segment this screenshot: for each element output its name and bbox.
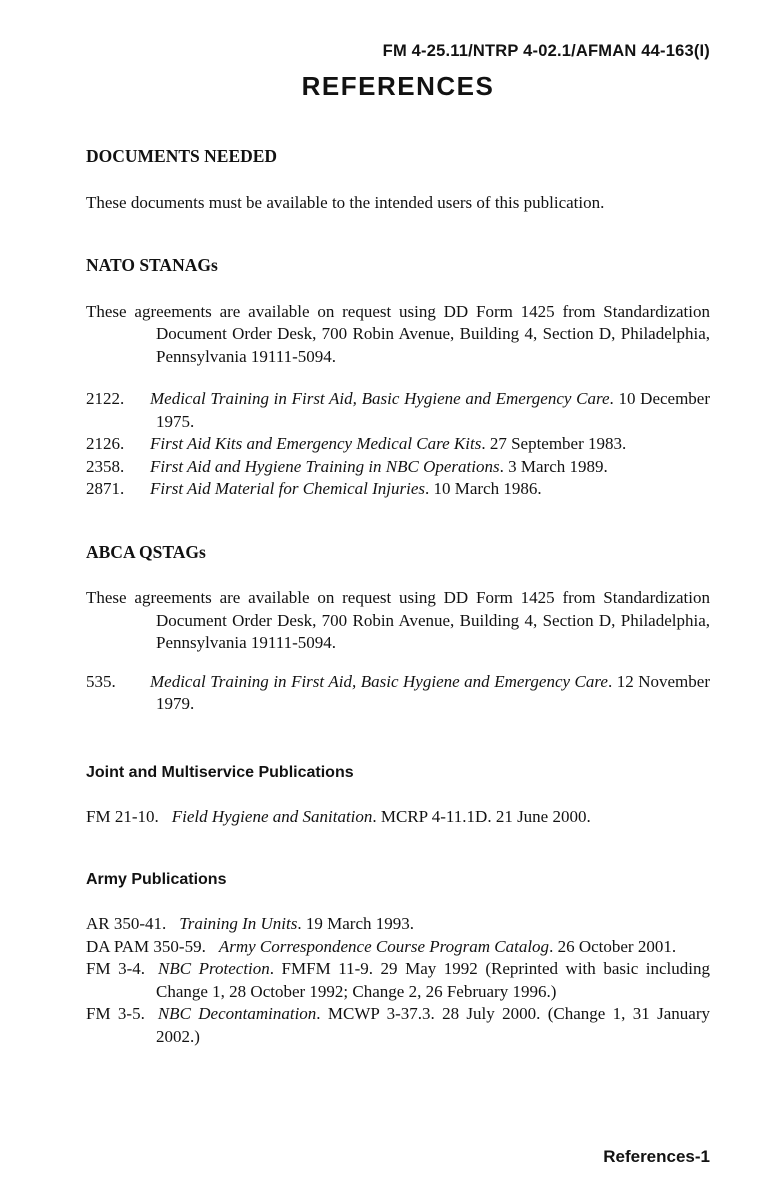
entry-detail: . FMFM 11-9. 29 May 1992 (Reprinted with basic including Change 1, 28 October 1992; Change 2, 26 February 1996.) bbox=[156, 959, 710, 1001]
section-army-publications bbox=[86, 869, 710, 1049]
entry-detail: . MCRP 4-11.1D. 21 June 2000. bbox=[372, 807, 591, 826]
page-number-footer: References-1 bbox=[603, 1147, 710, 1166]
reference-entry bbox=[86, 671, 710, 716]
reference-entry bbox=[86, 456, 710, 479]
section-heading-abca-qstags: ABCA QSTAGs bbox=[86, 541, 206, 562]
reference-entry bbox=[86, 478, 710, 501]
section-heading-nato-stanags: NATO STANAGs bbox=[86, 255, 218, 275]
reference-entry bbox=[86, 936, 710, 959]
abca-entry-list bbox=[86, 671, 710, 716]
army-entry-list bbox=[86, 913, 710, 1048]
entry-title: Field Hygiene and Sanitation bbox=[171, 807, 373, 826]
entry-title: First Aid Material for Chemical Injuries bbox=[150, 479, 425, 498]
document-id-header: FM 4-25.11/NTRP 4-02.1/AFMAN 44-163(I) bbox=[382, 42, 710, 60]
entry-number: 2871. bbox=[86, 479, 125, 498]
entry-title: NBC Protection bbox=[158, 959, 270, 978]
reference-entry bbox=[86, 433, 710, 456]
abca-intro-text: These agreements are available on request using DD Form 1425 from Standardization Document Order Desk, 700 Robin Avenue, Building 4, Section D, Philadelphia, Pennsylvania 19111-5094. bbox=[86, 588, 710, 652]
entry-detail: . 3 March 1989. bbox=[499, 456, 608, 476]
documents-needed-text: These documents must be available to the intended users of this publication. bbox=[86, 192, 605, 212]
entry-detail: . 19 March 1993. bbox=[297, 914, 414, 933]
entry-title: Medical Training in First Aid, Basic Hygiene and Emergency Care bbox=[150, 671, 608, 691]
section-joint-multiservice bbox=[86, 762, 710, 829]
entry-number: 2126. bbox=[86, 434, 125, 453]
section-heading-documents-needed: DOCUMENTS NEEDED bbox=[86, 146, 278, 166]
entry-detail: . 26 October 2001. bbox=[549, 936, 677, 956]
entry-title: Training In Units bbox=[179, 914, 298, 933]
entry-title: Army Correspondence Course Program Catalog bbox=[218, 936, 550, 956]
entry-number: 2358. bbox=[86, 456, 125, 476]
entry-number: DA PAM 350-59. bbox=[86, 936, 206, 956]
reference-entry bbox=[86, 958, 710, 1003]
section-nato-stanags bbox=[86, 254, 710, 501]
entry-detail: . 27 September 1983. bbox=[481, 434, 627, 453]
section-abca-qstags bbox=[86, 541, 710, 716]
entry-detail: . MCWP 3-37.3. 28 July 2000. (Change 1, 31 January 2002.) bbox=[156, 1004, 710, 1046]
entry-detail: . 10 March 1986. bbox=[424, 479, 542, 498]
reference-entry bbox=[86, 913, 710, 936]
section-heading-army-publications: Army Publications bbox=[86, 870, 227, 888]
reference-entry bbox=[86, 1003, 710, 1048]
nato-intro-text: These agreements are available on request using DD Form 1425 from Standardization Document Order Desk, 700 Robin Avenue, Building 4, Section D, Philadelphia, Pennsylvania 19111-5094. bbox=[86, 301, 710, 366]
entry-number: FM 21-10. bbox=[86, 807, 159, 826]
entry-number: 2122. bbox=[86, 389, 125, 408]
entry-title: First Aid Kits and Emergency Medical Care Kits bbox=[150, 434, 482, 453]
entry-number: 535. bbox=[86, 671, 116, 691]
entry-number: FM 3-4. bbox=[86, 959, 146, 978]
entry-detail: . 12 November 1979. bbox=[156, 671, 710, 713]
entry-detail: . 10 December 1975. bbox=[156, 389, 711, 431]
reference-entry bbox=[86, 806, 710, 829]
entry-number: AR 350-41. bbox=[86, 914, 167, 933]
reference-entry bbox=[86, 388, 710, 433]
section-documents-needed bbox=[86, 145, 710, 214]
entry-title: NBC Decontamination bbox=[157, 1004, 317, 1023]
nato-entry-list bbox=[86, 388, 710, 501]
entry-number: FM 3-5. bbox=[86, 1004, 145, 1023]
entry-title: Medical Training in First Aid, Basic Hygiene and Emergency Care bbox=[150, 389, 610, 408]
joint-entry-list bbox=[86, 806, 710, 829]
section-heading-joint-multiservice: Joint and Multiservice Publications bbox=[86, 763, 354, 781]
entry-title: First Aid and Hygiene Training in NBC Operations bbox=[150, 456, 500, 476]
page-title: REFERENCES bbox=[301, 70, 495, 101]
